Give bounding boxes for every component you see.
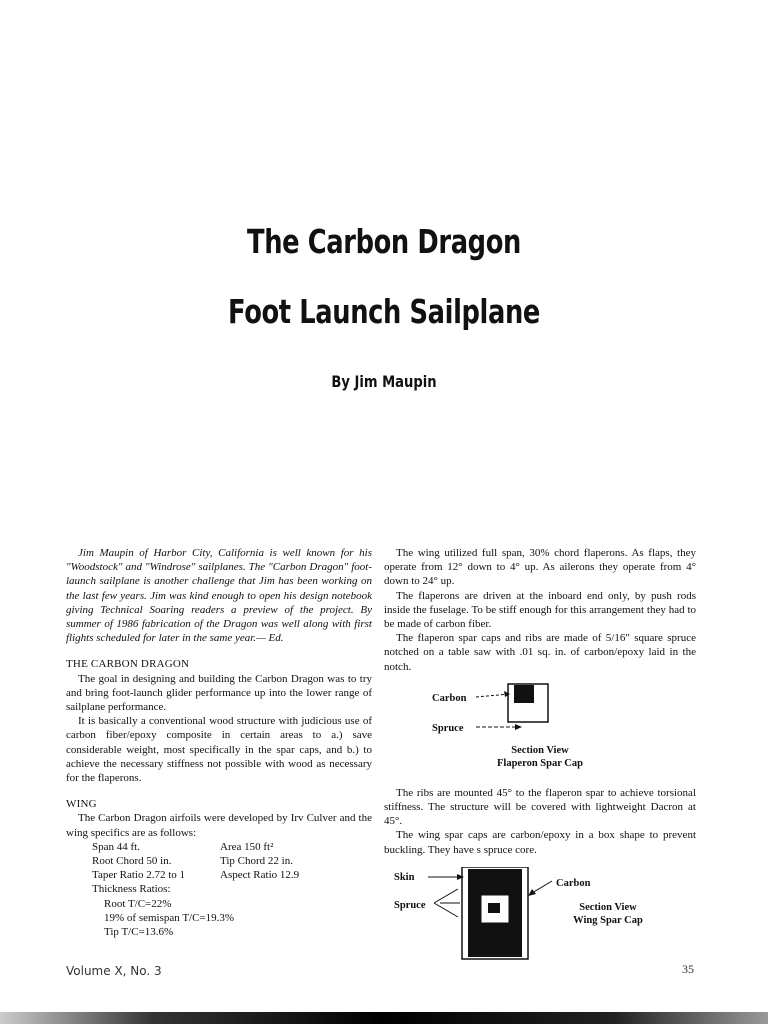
spec-value: Taper Ratio 2.72 to 1 (92, 869, 186, 882)
editor-intro: Jim Maupin of Harbor City, California is well known for his "Woodstock" and "Windrose" sailplanes. The "Carbon Dragon" foot-launch sailplane is another challenge that Jim has been working on the last few years. Jim was kind enough to open his design notebook giving Technical Soaring readers a preview of the project. By summer of 1986 fabrication of the Dragon was well along with first flights scheduled for later in the same year.— Ed. (66, 547, 372, 645)
figure2-caption (560, 901, 656, 927)
spec-value: Aspect Ratio 12.9 (220, 869, 300, 882)
paragraph: The Carbon Dragon airfoils were developed by Irv Culver and the wing specifics are as follows: (66, 812, 372, 839)
thickness-value: Root T/C=22% (104, 897, 172, 910)
figure1-caption (480, 744, 600, 770)
byline: By Jim Maupin (331, 372, 437, 391)
thickness-value: Tip T/C=13.6% (104, 926, 174, 939)
volume-footer: Volume X, No. 3 (66, 964, 162, 978)
section-heading-wing: WING (66, 798, 97, 811)
page-number: 35 (682, 962, 694, 976)
label-carbon: Carbon (432, 692, 467, 704)
paragraph: The goal in designing and building the Carbon Dragon was to try and bring foot-launch glider performance up into the lower range of sailplane performance. (66, 672, 372, 714)
spec-value: Area 150 ft² (220, 840, 274, 853)
paragraph: The flaperon spar caps and ribs are made of 5/16" square spruce notched on a table saw with .01 sq. in. of carbon/epoxy laid in the notch. (384, 632, 696, 673)
label-spruce: Spruce (432, 722, 464, 734)
right-column (384, 546, 696, 985)
wing-specs (92, 840, 372, 939)
label-spruce: Spruce (394, 899, 426, 911)
spec-value: Tip Chord 22 in. (220, 855, 293, 868)
spar-cap-section-graphic (384, 682, 696, 742)
thickness-value: 19% of semispan T/C=19.3% (104, 911, 235, 924)
section-heading-carbon-dragon: THE CARBON DRAGON (66, 658, 190, 671)
spec-row (92, 868, 372, 882)
paragraph: It is basically a conventional wood structure with judicious use of carbon fiber/epoxy composite in certain areas to a.) save considerable weight, most specifically in the spar caps, and b.) to achieve the necessary stiffness not possible with wood as necessary for the flaperons. (66, 715, 372, 785)
left-column (66, 546, 372, 939)
caption-line: Wing Spar Cap (573, 914, 643, 926)
spec-row (92, 854, 372, 868)
wing-spar-cap-diagram (384, 867, 696, 985)
spec-value: Span 44 ft. (92, 840, 140, 853)
paragraph: The ribs are mounted 45° to the flaperon spar to achieve torsional stiffness. The structure will be covered with lightweight Dacron at 45°. (384, 786, 696, 828)
flaperon-spar-cap-diagram (384, 682, 696, 778)
label-carbon: Carbon (556, 877, 591, 889)
article-title-line2: Foot Launch Sailplane (228, 292, 540, 331)
caption-line: Flaperon Spar Cap (497, 757, 583, 769)
scan-edge-shadow (0, 1012, 768, 1024)
paragraph: The wing spar caps are carbon/epoxy in a box shape to prevent buckling. They have s spruce core. (384, 829, 696, 856)
spec-value: Root Chord 50 in. (92, 855, 172, 868)
paragraph: The flaperons are driven at the inboard end only, by push rods inside the fuselage. To be stiff enough for this arrangement they had to be made of carbon fiber. (384, 589, 696, 631)
article-title-line1: The Carbon Dragon (247, 222, 521, 261)
thickness-label: Thickness Ratios: (92, 883, 171, 896)
caption-line: Section View (579, 901, 637, 913)
caption-line: Section View (511, 744, 569, 756)
label-skin: Skin (394, 871, 415, 883)
spec-row (92, 840, 372, 854)
paragraph: The wing utilized full span, 30% chord flaperons. As flaps, they operate from 12° down to 4° up. As ailerons they operate from 4° down to 24° up. (384, 547, 696, 588)
